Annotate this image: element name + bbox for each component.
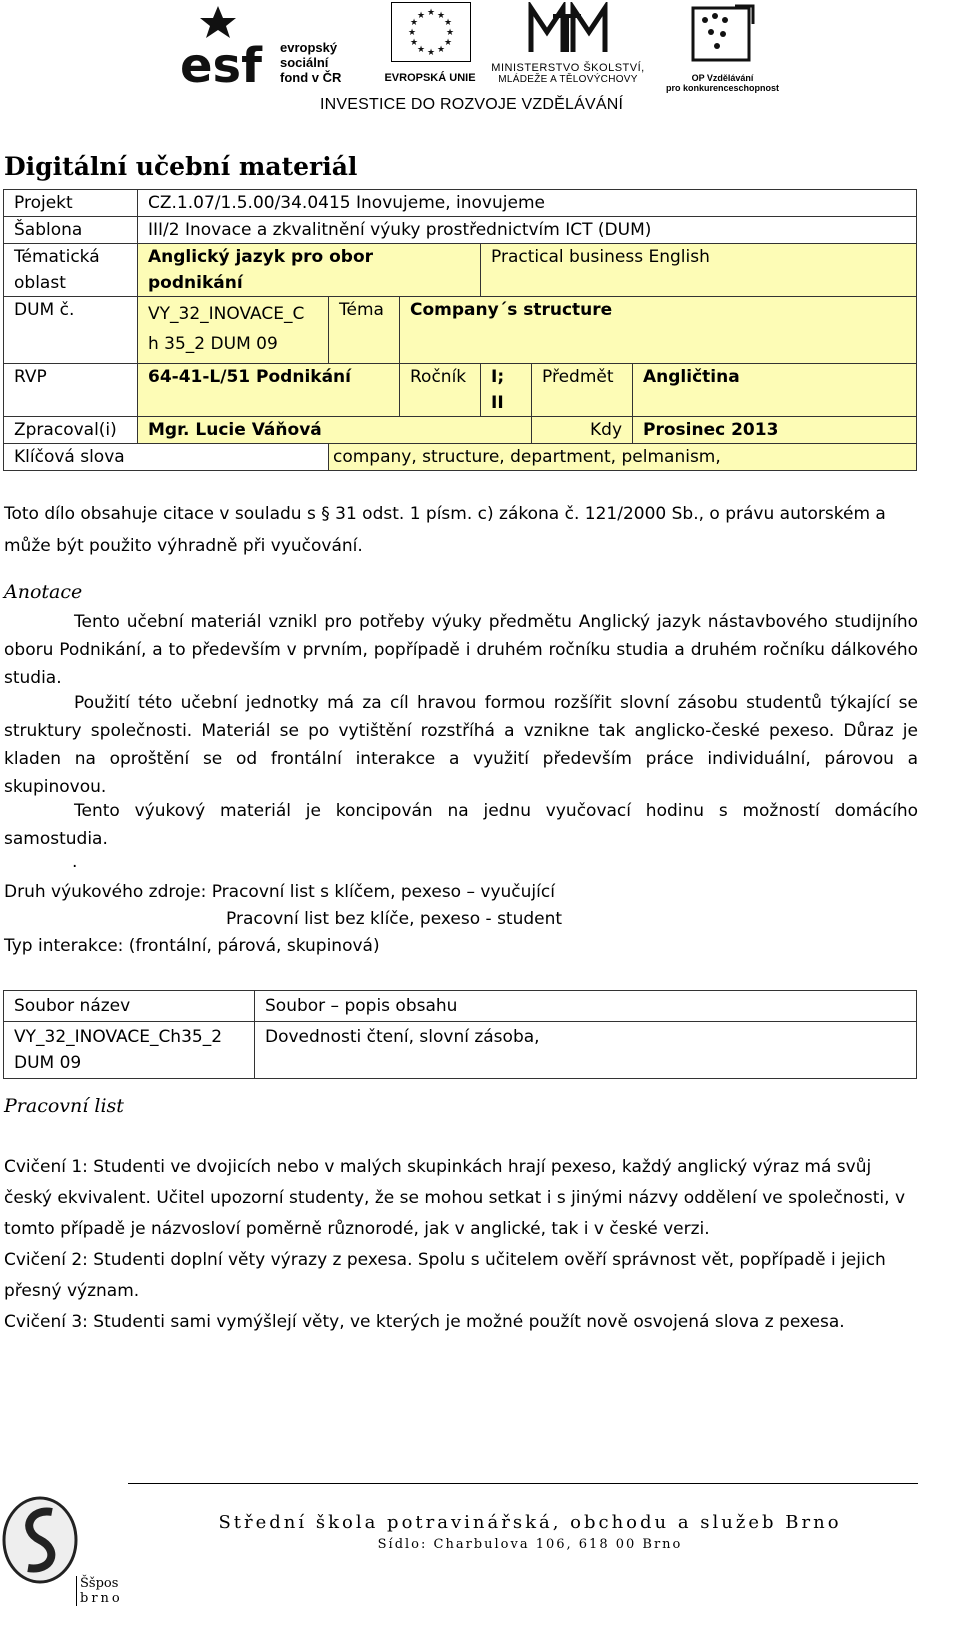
zpracoval-label: Zpracoval(i) bbox=[4, 417, 138, 444]
projekt-value: CZ.1.07/1.5.00/34.0415 Inovujeme, inovujeme bbox=[138, 190, 917, 217]
info-row-sablona bbox=[4, 217, 917, 244]
school-logo bbox=[0, 1490, 125, 1620]
predmet-value: Angličtina bbox=[633, 364, 917, 417]
svg-text:★: ★ bbox=[426, 8, 436, 18]
msmt-caption-1: MINISTERSTVO ŠKOLSTVÍ, bbox=[491, 62, 645, 74]
svg-text:★: ★ bbox=[445, 28, 455, 38]
anotace-heading: Anotace bbox=[4, 581, 83, 603]
dum-label: DUM č. bbox=[4, 297, 138, 364]
svg-text:★: ★ bbox=[436, 45, 446, 55]
typ-interakce: Typ interakce: (frontální, párová, skupinová) bbox=[4, 936, 380, 956]
tematicka-en-value: Practical business English bbox=[481, 244, 917, 297]
esf-text-1: evropský bbox=[280, 40, 338, 55]
info-table bbox=[3, 189, 917, 471]
file-name: VY_32_INOVACE_Ch35_2 DUM 09 bbox=[4, 1022, 255, 1079]
info-row-zpracoval bbox=[4, 417, 917, 444]
school-name: Střední škola potravinářská, obchodu a služeb Brno bbox=[218, 1512, 842, 1533]
tema-value: Company´s structure bbox=[400, 297, 917, 364]
svg-text:★: ★ bbox=[426, 48, 436, 58]
msmt-caption-2: MLÁDEŽE A TĚLOVÝCHOVY bbox=[498, 74, 638, 85]
esf-text-3: fond v ČR bbox=[280, 70, 342, 85]
esf-text-2: sociální bbox=[280, 55, 329, 70]
cviceni-2: Cvičení 2: Studenti doplní věty výrazy z pexesa. Spolu s učitelem ověří správnost vět, popřípadě i jejich přesný význam. bbox=[4, 1250, 886, 1301]
header-logos bbox=[180, 0, 780, 120]
info-row-rvp bbox=[4, 364, 917, 417]
dum-value: VY_32_INOVACE_C h 35_2 DUM 09 bbox=[138, 297, 329, 364]
investice-caption: INVESTICE DO ROZVOJE VZDĚLÁVÁNÍ bbox=[320, 96, 624, 113]
klicova-label-text: Klíčová slova bbox=[14, 447, 125, 467]
file-desc-header: Soubor – popis obsahu bbox=[255, 991, 917, 1022]
eu-flag-icon bbox=[391, 2, 471, 62]
svg-text:★: ★ bbox=[416, 11, 426, 21]
anotace-paragraph-1: Tento učební materiál vznikl pro potřeby výuky předmětu Anglický jazyk nástavbového studijního oboru Podnikání, a to především v prvním, popřípadě i druhém ročníku studia a druhém ročníku dálkového studia. bbox=[4, 612, 918, 688]
file-name-header: Soubor název bbox=[4, 991, 255, 1022]
info-row-projekt bbox=[4, 190, 917, 217]
footer-divider bbox=[128, 1483, 918, 1484]
file-desc: Dovednosti čtení, slovní zásoba, bbox=[255, 1022, 917, 1079]
svg-text:esf: esf bbox=[180, 38, 263, 86]
tematicka-label: Tématická oblast bbox=[4, 244, 138, 297]
footer bbox=[130, 1512, 930, 1552]
op-caption-1: OP Vzdělávání bbox=[691, 73, 754, 83]
anotace-paragraph-2: Použití této učební jednotky má za cíl hravou formou rozšířit slovní zásobu studentů týkající se struktury společnosti. Materiál se po vytištění rozstříhá a vznikne tak anglicko-české pexeso. Důraz je kladen na oproštění se od frontální interakce a využití především práce individuální, párovou a skupinovou. bbox=[4, 693, 918, 797]
projekt-label: Projekt bbox=[4, 190, 138, 217]
rvp-label: RVP bbox=[4, 364, 138, 417]
svg-text:★: ★ bbox=[436, 11, 446, 21]
msmt-logo bbox=[478, 2, 658, 87]
druh-line-2: Pracovní list bez klíče, pexeso - student bbox=[226, 909, 563, 929]
school-logo-text-2: brno bbox=[80, 1591, 123, 1606]
rvp-value: 64-41-L/51 Podnikání bbox=[138, 364, 400, 417]
eu-logo bbox=[380, 2, 480, 87]
cviceni-3: Cvičení 3: Studenti sami vymýšlejí věty, ve kterých je možné použít nově osvojená slova z pexesa. bbox=[4, 1312, 845, 1332]
file-table-row bbox=[4, 1022, 917, 1079]
info-row-dum bbox=[4, 297, 917, 364]
esf-logo-icon bbox=[180, 2, 272, 86]
op-caption-2: pro konkurenceschopnost bbox=[665, 83, 780, 93]
klicova-label bbox=[4, 444, 329, 471]
eu-caption: EVROPSKÁ UNIE bbox=[384, 72, 476, 84]
sablona-label: Šablona bbox=[4, 217, 138, 244]
predmet-label: Předmět bbox=[532, 364, 633, 417]
info-row-klicova bbox=[4, 444, 917, 471]
svg-text:★: ★ bbox=[443, 18, 453, 28]
school-logo-text-1: Ššpos bbox=[80, 1576, 119, 1591]
kdy-value: Prosinec 2013 bbox=[633, 417, 917, 444]
pracovni-heading: Pracovní list bbox=[4, 1095, 124, 1117]
tematicka-value: Anglický jazyk pro obor podnikání bbox=[138, 244, 481, 297]
klicova-value: company, structure, department, pelmanism, bbox=[329, 444, 917, 471]
tema-label: Téma bbox=[329, 297, 400, 364]
rocnik-value: I; II bbox=[481, 364, 532, 417]
page-title: Digitální učební materiál bbox=[4, 152, 358, 181]
anotace-dot: . bbox=[72, 852, 78, 872]
rocnik-label: Ročník bbox=[400, 364, 481, 417]
zpracoval-value: Mgr. Lucie Váňová bbox=[138, 417, 532, 444]
svg-text:★: ★ bbox=[416, 45, 426, 55]
svg-text:★: ★ bbox=[409, 38, 419, 48]
file-table bbox=[3, 990, 917, 1079]
op-logo bbox=[665, 2, 780, 93]
svg-text:★: ★ bbox=[407, 28, 417, 38]
copyright-notice: Toto dílo obsahuje citace v souladu s § 31 odst. 1 písm. c) zákona č. 121/2000 Sb., o právu autorském a může být použito výhradně při vyučování. bbox=[4, 504, 886, 556]
druh-line-1: Druh výukového zdroje: Pracovní list s klíčem, pexeso – vyučující bbox=[4, 882, 555, 902]
svg-text:★: ★ bbox=[443, 38, 453, 48]
cviceni-1: Cvičení 1: Studenti ve dvojicích nebo v malých skupinkách hrají pexeso, každý anglický výraz má svůj český ekvivalent. Učitel upozorní studenty, že se mohou setkat i s jinými názvy oddělení ve společnosti, v tomto případě je názvosloví poměrně různorodé, jak v anglické, tak i v české verzi. bbox=[4, 1157, 906, 1239]
msmt-logo-icon bbox=[523, 2, 613, 58]
school-address: Sídlo: Charbulova 106, 618 00 Brno bbox=[377, 1537, 683, 1552]
file-table-header bbox=[4, 991, 917, 1022]
esf-logo bbox=[180, 2, 360, 87]
anotace-paragraph-3: Tento výukový materiál je koncipován na jednu vyučovací hodinu s možností domácího samostudia. bbox=[4, 801, 918, 849]
kdy-label: Kdy bbox=[532, 417, 633, 444]
op-logo-icon bbox=[665, 2, 780, 64]
info-row-tematicka bbox=[4, 244, 917, 297]
sablona-value: III/2 Inovace a zkvalitnění výuky prostřednictvím ICT (DUM) bbox=[138, 217, 917, 244]
svg-text:★: ★ bbox=[409, 18, 419, 28]
